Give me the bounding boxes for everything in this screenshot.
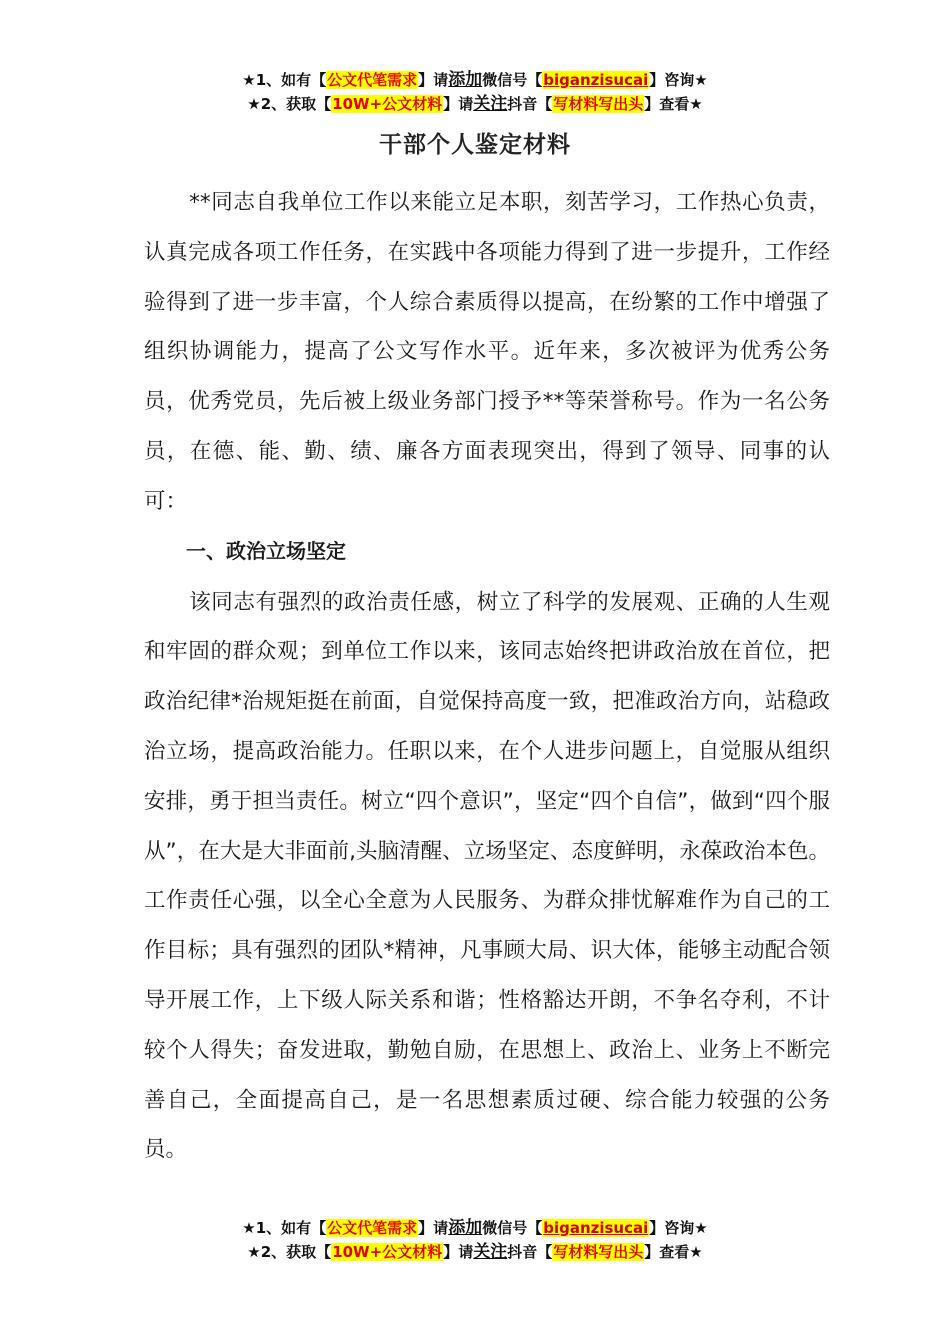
promo-line-2: ★2、获取【10W+公文材料】请关注抖音【写材料写出头】查看★ xyxy=(247,1242,703,1262)
section-heading: 一、政治立场坚定 xyxy=(186,538,346,563)
add-emphasis: 添加 xyxy=(448,1218,483,1238)
follow-emphasis: 关注 xyxy=(473,1242,508,1262)
document-body xyxy=(144,178,830,1175)
douyin-account-highlight: 写材料写出头 xyxy=(553,95,644,113)
promo-line-2: ★2、获取【10W+公文材料】请关注抖音【写材料写出头】查看★ xyxy=(247,94,703,114)
service-highlight: 公文代笔需求 xyxy=(327,71,418,89)
section-paragraph: 该同志有强烈的政治责任感，树立了科学的发展观、正确的人生观和牢固的群众观；到单位工作以来，该同志始终把讲政治放在首位，把政治纪律*治规矩挺在前面，自觉保持高度一致，把准政治方向，站稳政治立场，提高政治能力。任职以来，在个人进步问题上，自觉服从组织安排，勇于担当责任。树立“四个意识”，坚定“四个自信”，做到“四个服从”，在大是大非面前,头脑清醒、立场坚定、态度鲜明，永葆政治本色。工作责任心强，以全心全意为人民服务、为群众排忧解难作为自己的工作目标；具有强烈的团队*精神，凡事顾大局、识大体，能够主动配合领导开展工作，上下级人际关系和谐；性格豁达开朗，不争名夺利，不计较个人得失；奋发进取，勤勉自励，在思想上、政治上、业务上不断完善自己，全面提高自己，是一名思想素质过硬、综合能力较强的公务员。 xyxy=(144,589,830,1163)
promo-header xyxy=(0,68,950,116)
wechat-id-link[interactable]: biganzisucai xyxy=(543,1219,649,1237)
promo-footer xyxy=(0,1216,950,1264)
add-emphasis: 添加 xyxy=(448,70,483,90)
materials-highlight: 10W+公文材料 xyxy=(332,1243,443,1261)
materials-highlight: 10W+公文材料 xyxy=(332,95,443,113)
douyin-account-highlight: 写材料写出头 xyxy=(553,1243,644,1261)
follow-emphasis: 关注 xyxy=(473,94,508,114)
document-title: 干部个人鉴定材料 xyxy=(379,132,571,158)
wechat-id-link[interactable]: biganzisucai xyxy=(543,71,649,89)
service-highlight: 公文代笔需求 xyxy=(327,1219,418,1237)
promo-line-1: ★1、如有【公文代笔需求】请添加微信号【biganzisucai】咨询★ xyxy=(242,1218,708,1238)
promo-line-1: ★1、如有【公文代笔需求】请添加微信号【biganzisucai】咨询★ xyxy=(242,70,708,90)
intro-paragraph: **同志自我单位工作以来能立足本职，刻苦学习，工作热心负责，认真完成各项工作任务，在实践中各项能力得到了进一步提升，工作经验得到了进一步丰富，个人综合素质得以提高，在纷繁的工作中增强了组织协调能力，提高了公文写作水平。近年来，多次被评为优秀公务员，优秀党员，先后被上级业务部门授予**等荣誉称号。作为一名公务员，在德、能、勤、绩、廉各方面表现突出，得到了领导、同事的认可： xyxy=(144,190,830,514)
